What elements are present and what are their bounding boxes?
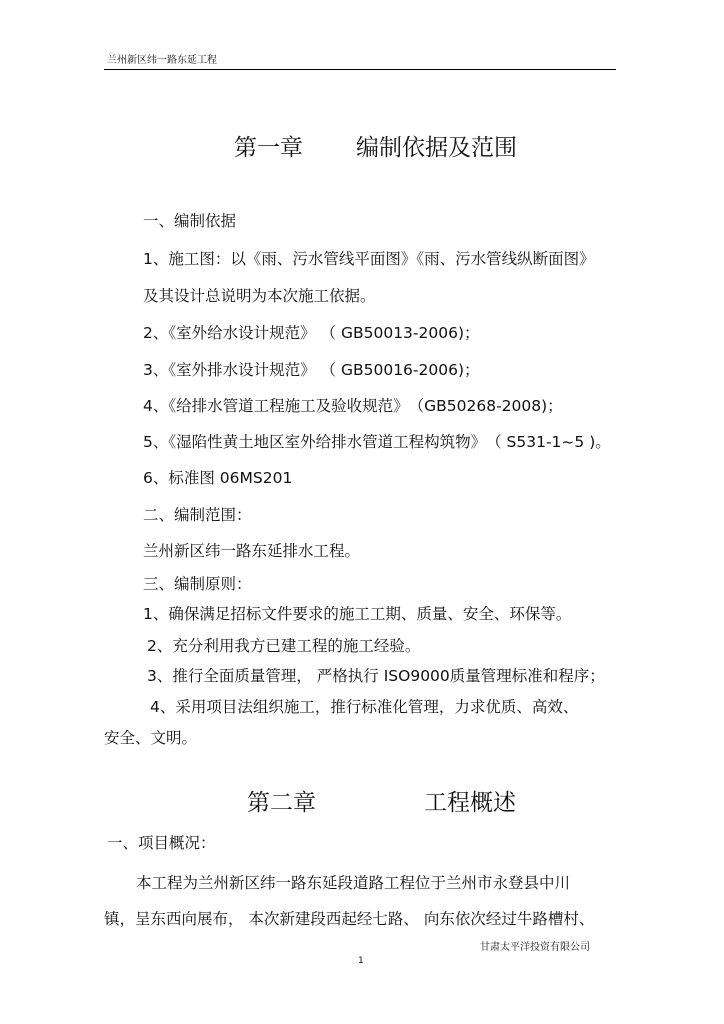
section-heading: 三、编制原则： [143, 575, 252, 593]
paragraph-line: 及其设计总说明为本次施工依据。 [143, 287, 376, 305]
footer-company: 甘肃太平洋投资有限公司 [480, 942, 590, 953]
section-heading: 二、编制范围： [143, 506, 252, 524]
paragraph-line: 1、施工图：以《雨、污水管线平面图》《雨、污水管线纵断面图》 [143, 250, 595, 268]
section-heading: 一、编制依据 [143, 212, 237, 230]
header-rule [104, 69, 616, 70]
list-item: 3、推行全面质量管理， 严格执行 ISO9000质量管理标准和程序； [147, 667, 605, 685]
paragraph-line: 兰州新区纬一路东延排水工程。 [143, 542, 361, 560]
section-heading: 一、项目概况： [107, 834, 216, 852]
list-item: 1、确保满足招标文件要求的施工工期、质量、安全、环保等。 [143, 605, 572, 623]
list-item: 3、《室外排水设计规范》 （ GB50016-2006)； [143, 361, 480, 379]
paragraph-line: 本工程为兰州新区纬一路东延段道路工程位于兰州市永登县中川 [136, 874, 571, 892]
list-item: 6、标准图 06MS201 [143, 469, 293, 487]
list-item: 4、《给排水管道工程施工及验收规范》 （GB50268-2008)； [143, 397, 563, 415]
paragraph-line: 安全、文明。 [104, 729, 198, 747]
list-item: 2、充分利用我方已建工程的施工经验。 [147, 637, 421, 655]
chapter2-number: 第二章 [247, 790, 316, 816]
chapter1-number: 第一章 [234, 135, 303, 161]
chapter1-title: 编制依据及范围 [356, 135, 517, 161]
list-item: 5、《湿陷性黄土地区室外给排水管道工程构筑物》 （ S531-1~5 )。 [143, 433, 611, 451]
running-header: 兰州新区纬一路东延工程 [107, 55, 217, 66]
page-number: 1 [358, 956, 364, 966]
chapter2-title: 工程概述 [424, 790, 516, 816]
list-item: 2、《室外给水设计规范》 （ GB50013-2006)； [143, 324, 480, 342]
paragraph-line: 镇，呈东西向展布， 本次新建段西起经七路、 向东依次经过牛路槽村、 [104, 910, 595, 928]
list-item: 4、采用项目法组织施工，推行标准化管理，力求优质、高效、 [150, 698, 579, 716]
